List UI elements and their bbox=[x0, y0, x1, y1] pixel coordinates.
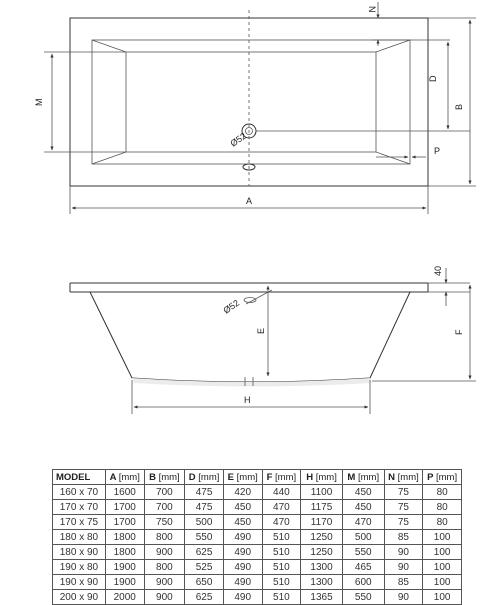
table-cell: 475 bbox=[185, 485, 224, 500]
table-cell: 550 bbox=[342, 590, 384, 605]
table-cell: 100 bbox=[423, 560, 462, 575]
dim-label-F: F bbox=[454, 329, 464, 335]
table-cell: 500 bbox=[342, 530, 384, 545]
table-cell: 470 bbox=[262, 515, 301, 530]
table-row bbox=[53, 500, 462, 515]
table-cell: 1175 bbox=[301, 500, 343, 515]
table-cell: 80 bbox=[423, 485, 462, 500]
column-header-label: E bbox=[227, 471, 235, 483]
table-cell: 510 bbox=[262, 575, 301, 590]
dim-label-H: H bbox=[244, 395, 251, 405]
column-header-h bbox=[301, 470, 343, 485]
table-cell: 490 bbox=[223, 590, 262, 605]
dim-label-A: A bbox=[246, 196, 253, 206]
table-cell: 90 bbox=[384, 545, 423, 560]
table-cell: 490 bbox=[223, 560, 262, 575]
top-view bbox=[34, 2, 476, 214]
table-cell: 490 bbox=[223, 545, 262, 560]
table-cell: 550 bbox=[342, 545, 384, 560]
table-cell: 600 bbox=[342, 575, 384, 590]
table-cell: 490 bbox=[223, 530, 262, 545]
table-row bbox=[53, 575, 462, 590]
table-cell: 650 bbox=[185, 575, 224, 590]
dimensions-table bbox=[52, 469, 462, 605]
dim-label-D: D bbox=[428, 75, 438, 82]
table-cell: 900 bbox=[144, 590, 185, 605]
table-row bbox=[53, 530, 462, 545]
table-cell: 1100 bbox=[301, 485, 343, 500]
table-cell: 440 bbox=[262, 485, 301, 500]
table-cell: 1800 bbox=[105, 545, 144, 560]
column-header-b bbox=[144, 470, 185, 485]
table-cell: 1700 bbox=[105, 500, 144, 515]
table-cell: 750 bbox=[144, 515, 185, 530]
column-header-model bbox=[53, 470, 106, 485]
side-view bbox=[70, 266, 476, 414]
table-cell: 1300 bbox=[301, 575, 343, 590]
table-cell: 80 bbox=[423, 500, 462, 515]
table-cell: 800 bbox=[144, 530, 185, 545]
column-header-n bbox=[384, 470, 423, 485]
table-cell: 420 bbox=[223, 485, 262, 500]
column-header-label: B bbox=[149, 471, 156, 483]
table-cell: 800 bbox=[144, 560, 185, 575]
column-header-label: F bbox=[266, 471, 273, 483]
tub-inner-edge bbox=[92, 40, 410, 164]
table-cell: 490 bbox=[223, 575, 262, 590]
table-cell: 450 bbox=[223, 515, 262, 530]
table-cell: 900 bbox=[144, 575, 185, 590]
table-cell: 1700 bbox=[105, 515, 144, 530]
column-header-label: MODEL bbox=[56, 471, 91, 483]
table-cell: 1250 bbox=[301, 530, 343, 545]
column-header-unit: [mm] bbox=[275, 471, 297, 483]
table-cell: 450 bbox=[223, 500, 262, 515]
table-cell: 1600 bbox=[105, 485, 144, 500]
table-cell: 465 bbox=[342, 560, 384, 575]
table-cell: 525 bbox=[185, 560, 224, 575]
column-header-unit: [mm] bbox=[198, 471, 220, 483]
table-cell: 700 bbox=[144, 485, 185, 500]
model-cell: 180 x 90 bbox=[53, 545, 106, 560]
column-header-unit: [mm] bbox=[357, 471, 380, 483]
model-cell: 160 x 70 bbox=[53, 485, 106, 500]
table-cell: 475 bbox=[185, 500, 224, 515]
table-row bbox=[53, 485, 462, 500]
dim-label-M: M bbox=[34, 98, 44, 106]
table-header-row bbox=[53, 470, 462, 485]
dim-label-N: N bbox=[367, 6, 377, 13]
table-row bbox=[53, 515, 462, 530]
column-header-label: D bbox=[188, 471, 196, 483]
column-header-unit: [mm] bbox=[435, 471, 458, 483]
table-cell: 1170 bbox=[301, 515, 343, 530]
column-header-label: P bbox=[427, 471, 434, 483]
model-cell: 190 x 90 bbox=[53, 575, 106, 590]
table-row bbox=[53, 545, 462, 560]
table-cell: 470 bbox=[342, 515, 384, 530]
table-cell: 1900 bbox=[105, 575, 144, 590]
column-header-m bbox=[342, 470, 384, 485]
table-cell: 450 bbox=[342, 485, 384, 500]
table-row bbox=[53, 590, 462, 605]
table-cell: 1250 bbox=[301, 545, 343, 560]
drain-diameter-label: Ø52 bbox=[228, 130, 249, 149]
dim-label-40: 40 bbox=[433, 265, 443, 276]
table-cell: 470 bbox=[262, 500, 301, 515]
table-cell: 700 bbox=[144, 500, 185, 515]
table-cell: 100 bbox=[423, 575, 462, 590]
column-header-unit: [mm] bbox=[236, 471, 258, 483]
column-header-p bbox=[423, 470, 462, 485]
table-cell: 85 bbox=[384, 575, 423, 590]
tub-side-profile bbox=[90, 292, 410, 382]
model-cell: 170 x 75 bbox=[53, 515, 106, 530]
table-cell: 90 bbox=[384, 590, 423, 605]
table-cell: 510 bbox=[262, 560, 301, 575]
table-cell: 500 bbox=[185, 515, 224, 530]
model-cell: 170 x 70 bbox=[53, 500, 106, 515]
table-cell: 1300 bbox=[301, 560, 343, 575]
model-cell: 190 x 80 bbox=[53, 560, 106, 575]
table-cell: 510 bbox=[262, 590, 301, 605]
table-row bbox=[53, 560, 462, 575]
table-cell: 450 bbox=[342, 500, 384, 515]
side-drain-diameter-label: Ø52 bbox=[221, 297, 242, 316]
table-cell: 100 bbox=[423, 545, 462, 560]
column-header-unit: [mm] bbox=[118, 471, 140, 483]
column-header-label: M bbox=[347, 471, 356, 483]
table-cell: 75 bbox=[384, 485, 423, 500]
table-cell: 100 bbox=[423, 530, 462, 545]
table-cell: 900 bbox=[144, 545, 185, 560]
column-header-unit: [mm] bbox=[397, 471, 419, 483]
table-cell: 90 bbox=[384, 560, 423, 575]
dim-label-B: B bbox=[454, 103, 464, 110]
table-cell: 550 bbox=[185, 530, 224, 545]
column-header-d bbox=[185, 470, 224, 485]
table-cell: 1900 bbox=[105, 560, 144, 575]
table-cell: 85 bbox=[384, 530, 423, 545]
column-header-label: H bbox=[306, 471, 314, 483]
column-header-f bbox=[262, 470, 301, 485]
table-cell: 625 bbox=[185, 590, 224, 605]
column-header-e bbox=[223, 470, 262, 485]
table-cell: 100 bbox=[423, 590, 462, 605]
column-header-a bbox=[105, 470, 144, 485]
table-cell: 1800 bbox=[105, 530, 144, 545]
table-body bbox=[53, 485, 462, 605]
table-cell: 625 bbox=[185, 545, 224, 560]
column-header-label: A bbox=[109, 471, 117, 483]
dim-label-P: P bbox=[434, 146, 441, 156]
table-cell: 2000 bbox=[105, 590, 144, 605]
table-cell: 75 bbox=[384, 500, 423, 515]
table-cell: 510 bbox=[262, 545, 301, 560]
dim-label-E: E bbox=[256, 327, 266, 334]
table-cell: 75 bbox=[384, 515, 423, 530]
table-cell: 80 bbox=[423, 515, 462, 530]
table-cell: 1365 bbox=[301, 590, 343, 605]
column-header-unit: [mm] bbox=[315, 471, 337, 483]
tub-basin-bottom bbox=[126, 52, 376, 152]
table-cell: 510 bbox=[262, 530, 301, 545]
column-header-label: N bbox=[388, 471, 395, 483]
model-cell: 180 x 80 bbox=[53, 530, 106, 545]
column-header-unit: [mm] bbox=[158, 471, 180, 483]
model-cell: 200 x 90 bbox=[53, 590, 106, 605]
